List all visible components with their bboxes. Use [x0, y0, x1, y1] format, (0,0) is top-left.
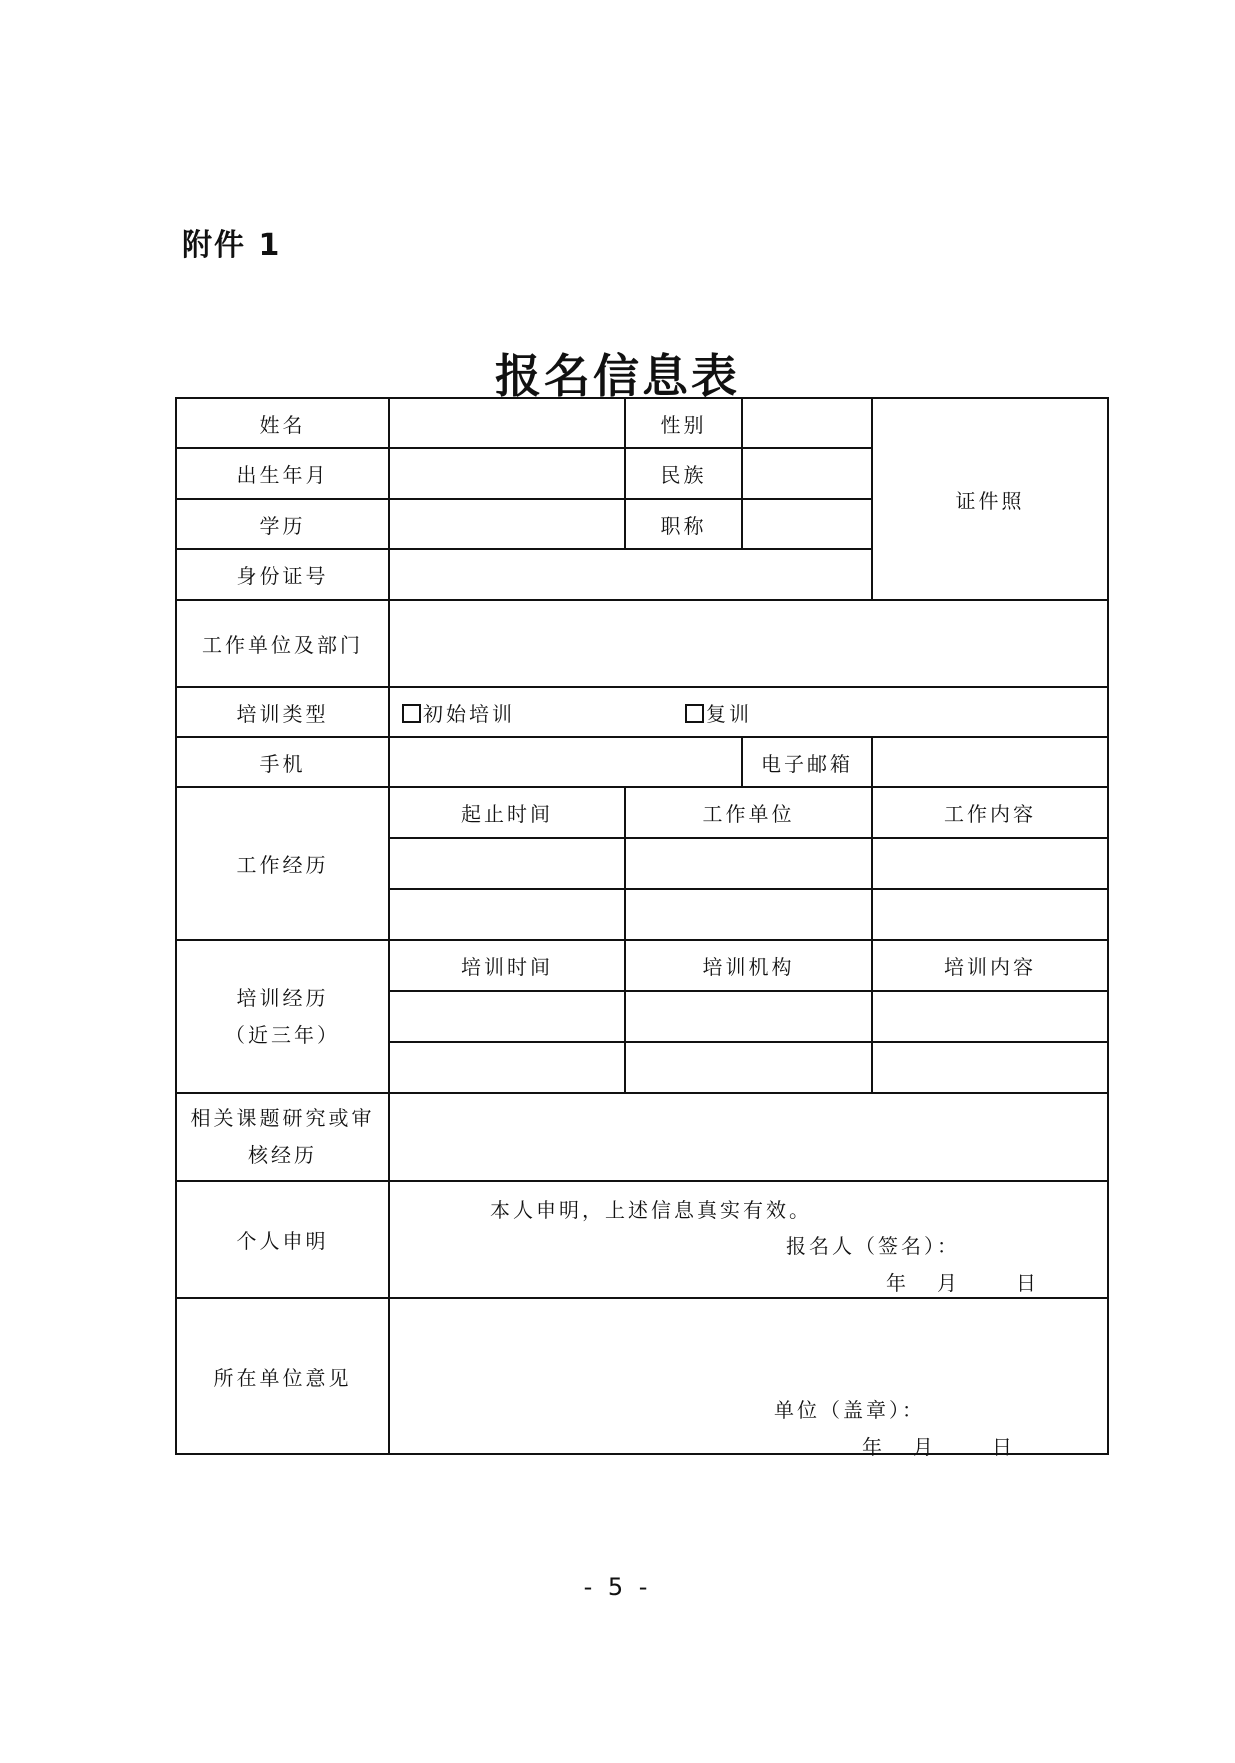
education-field[interactable]: [389, 499, 625, 549]
id-number-field[interactable]: [389, 549, 872, 600]
work-history-label: 工作经历: [176, 787, 389, 940]
employer-label: 工作单位及部门: [176, 600, 389, 687]
email-field[interactable]: [872, 737, 1108, 787]
work-history-cell[interactable]: [389, 838, 625, 889]
work-history-cell[interactable]: [872, 838, 1108, 889]
research-field[interactable]: [389, 1093, 1108, 1181]
training-history-cell[interactable]: [872, 1042, 1108, 1093]
work-history-col-employer: 工作单位: [625, 787, 872, 838]
training-history-col-institution: 培训机构: [625, 940, 872, 991]
name-label: 姓名: [176, 398, 389, 448]
training-option-retrain[interactable]: 复训: [685, 702, 752, 726]
work-history-cell[interactable]: [625, 838, 872, 889]
attachment-label: 附件 1: [182, 228, 282, 263]
unit-seal-label: 单位（盖章）：: [774, 1398, 925, 1422]
birth-field[interactable]: [389, 448, 625, 499]
birth-label: 出生年月: [176, 448, 389, 499]
unit-opinion-cell[interactable]: [389, 1298, 1108, 1459]
job-title-field[interactable]: [742, 499, 872, 549]
training-history-label: 培训经历 （近三年）: [176, 940, 389, 1093]
work-history-cell[interactable]: [389, 889, 625, 940]
checkbox-icon[interactable]: [402, 704, 421, 723]
applicant-signature-label: 报名人（签名）：: [786, 1234, 960, 1258]
job-title-label: 职称: [625, 499, 742, 549]
training-type-label: 培训类型: [176, 687, 389, 737]
work-history-cell[interactable]: [625, 889, 872, 940]
unit-opinion-label: 所在单位意见: [176, 1298, 389, 1454]
gender-field[interactable]: [742, 398, 872, 448]
form-title: 报名信息表: [495, 349, 740, 403]
training-history-cell[interactable]: [389, 991, 625, 1042]
training-history-cell[interactable]: [625, 1042, 872, 1093]
declaration-date: 年 月 日: [886, 1271, 1039, 1295]
gender-label: 性别: [625, 398, 742, 448]
photo-box[interactable]: 证件照: [872, 398, 1108, 600]
unit-opinion-date: 年 月 日: [862, 1435, 1015, 1459]
registration-form-table: [175, 397, 1109, 1459]
declaration-text: 本人申明，上述信息真实有效。: [490, 1198, 812, 1222]
training-history-col-time: 培训时间: [389, 940, 625, 991]
employer-field[interactable]: [389, 600, 1108, 687]
email-label: 电子邮箱: [742, 737, 872, 787]
training-type-options: [389, 687, 1108, 737]
declaration-label: 个人申明: [176, 1181, 389, 1298]
work-history-cell[interactable]: [872, 889, 1108, 940]
work-history-col-content: 工作内容: [872, 787, 1108, 838]
training-history-cell[interactable]: [389, 1042, 625, 1093]
page-number: - 5 -: [583, 1573, 652, 1601]
training-option-initial[interactable]: 初始培训: [402, 702, 515, 726]
training-history-cell[interactable]: [625, 991, 872, 1042]
training-history-cell[interactable]: [872, 991, 1108, 1042]
phone-label: 手机: [176, 737, 389, 787]
checkbox-icon[interactable]: [685, 704, 704, 723]
id-number-label: 身份证号: [176, 549, 389, 600]
declaration-cell: [389, 1181, 1108, 1298]
training-history-col-content: 培训内容: [872, 940, 1108, 991]
ethnicity-field[interactable]: [742, 448, 872, 499]
ethnicity-label: 民族: [625, 448, 742, 499]
name-field[interactable]: [389, 398, 625, 448]
phone-field[interactable]: [389, 737, 742, 787]
work-history-col-period: 起止时间: [389, 787, 625, 838]
education-label: 学历: [176, 499, 389, 549]
research-label: 相关课题研究或审 核经历: [176, 1093, 389, 1181]
